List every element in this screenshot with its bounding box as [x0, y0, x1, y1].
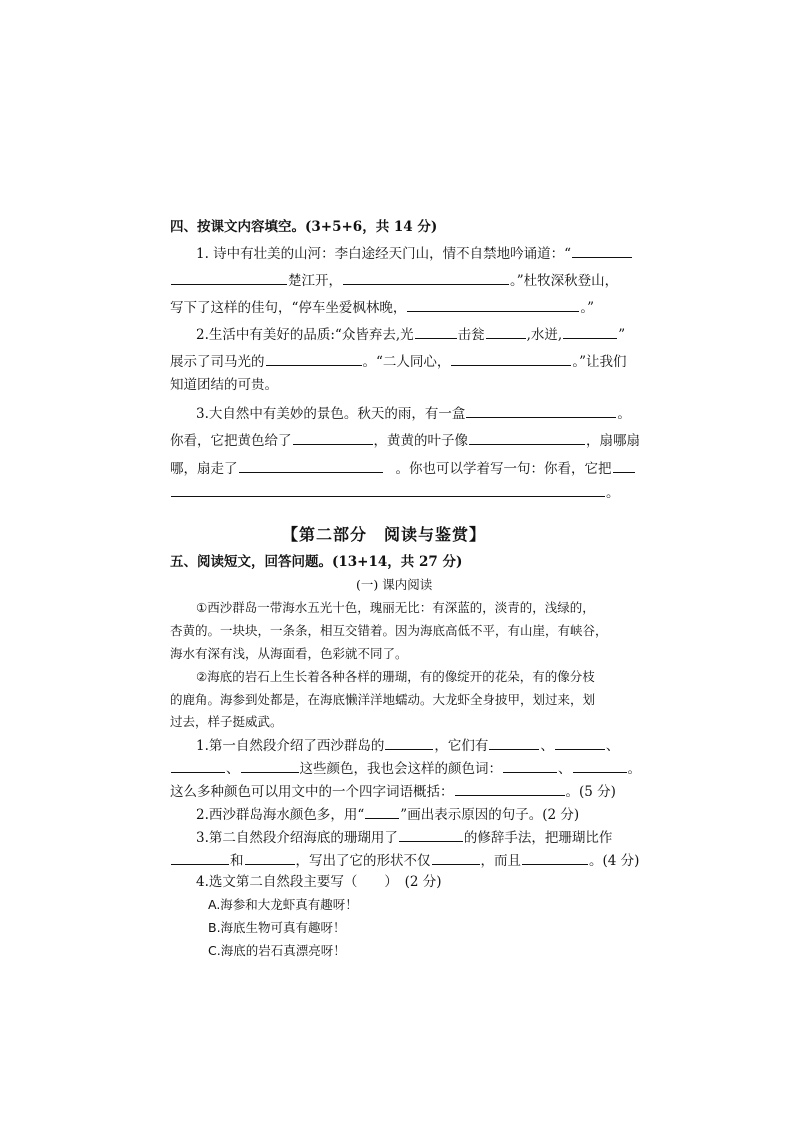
- answer-blank[interactable]: [293, 430, 373, 445]
- answer-blank[interactable]: [486, 324, 526, 339]
- sec4-q2-line1: 2.生活中有美好的品质:“众皆弃去,光 击瓮 ,水迸, ”: [196, 324, 625, 344]
- sec4-q1-line2: 楚江开， 。”杜牧深秋登山，: [170, 270, 618, 290]
- passage-para2-line1: ②海底的岩石上生长着各种各样的珊瑚，有的像绽开的花朵，有的像分枝: [196, 669, 595, 684]
- answer-blank[interactable]: [469, 430, 585, 445]
- answer-blank[interactable]: [266, 351, 362, 366]
- answer-blank[interactable]: [399, 827, 463, 842]
- answer-blank[interactable]: [385, 735, 433, 750]
- passage-para1-line2: 杏黄的。一块块，一条条，相互交错着。因为海底高低不平，有山崖，有峡谷，: [170, 623, 608, 638]
- answer-blank[interactable]: [171, 482, 605, 497]
- answer-blank[interactable]: [245, 850, 295, 865]
- answer-blank[interactable]: [365, 804, 399, 819]
- answer-blank[interactable]: [241, 758, 299, 773]
- section5-subheading: (一) 课内阅读: [356, 577, 433, 592]
- answer-blank[interactable]: [171, 270, 287, 285]
- answer-blank[interactable]: [451, 351, 571, 366]
- answer-blank[interactable]: [415, 324, 457, 339]
- passage-para2-line3: 过去，样子挺威武。: [170, 714, 283, 729]
- sec4-q2-line3: 知道团结的可贵。: [170, 377, 278, 393]
- sec5-q3-line1: 3.第二自然段介绍海底的珊瑚用了 的修辞手法，把珊瑚比作: [196, 827, 612, 847]
- answer-blank[interactable]: [466, 403, 616, 418]
- passage-para1-line3: 海水有深有浅，从海面看，色彩就不同了。: [170, 646, 408, 661]
- answer-blank[interactable]: [555, 735, 605, 750]
- sec5-q1-line3: 这么多种颜色可以用文中的一个四字词语概括： 。(5 分): [170, 781, 616, 801]
- answer-blank[interactable]: [455, 781, 565, 796]
- option-b[interactable]: B.海底生物可真有趣呀！: [208, 920, 346, 935]
- answer-blank[interactable]: [613, 458, 635, 473]
- sec5-q1-line2: 、 这些颜色，我也会这样的颜色词： 、 。: [170, 758, 641, 778]
- answer-blank[interactable]: [489, 735, 539, 750]
- sec5-q4-stem: 4.选文第二自然段主要写（ ） (2 分): [196, 874, 442, 890]
- answer-blank[interactable]: [503, 758, 557, 773]
- answer-blank[interactable]: [343, 270, 509, 285]
- answer-blank[interactable]: [171, 758, 225, 773]
- sec4-q1-line3: 写下了这样的佳句，“停车坐爱枫林晚， 。”: [170, 297, 594, 317]
- option-a[interactable]: A.海参和大龙虾真有趣呀！: [208, 897, 358, 912]
- sec4-q3-line3: 哪，扇走了 。你也可以学着写一句：你看，它把: [170, 458, 636, 478]
- sec4-q2-line2: 展示了司马光的 。“二人同心， 。”让我们: [170, 351, 627, 371]
- option-c[interactable]: C.海底的岩石真漂亮呀！: [208, 943, 346, 958]
- sec4-q3-line1: 3.大自然中有美妙的景色。秋天的雨，有一盒 。: [196, 403, 631, 423]
- part2-title: 【第二部分 阅读与鉴赏】: [282, 525, 487, 544]
- answer-blank[interactable]: [563, 324, 617, 339]
- answer-blank[interactable]: [572, 243, 632, 258]
- section5-heading: 五、阅读短文，回答问题。(13+14，共 27 分): [170, 554, 463, 570]
- sec4-q3-line2: 你看，它把黄色给了 ，黄黄的叶子像 ，扇哪扇: [170, 430, 640, 450]
- answer-blank[interactable]: [239, 458, 383, 473]
- sec5-q1-line1: 1.第一自然段介绍了西沙群岛的 ，它们有 、 、: [196, 735, 619, 755]
- answer-blank[interactable]: [573, 758, 627, 773]
- section4-heading: 四、按课文内容填空。(3+5+6，共 14 分): [170, 219, 438, 235]
- answer-blank[interactable]: [432, 850, 480, 865]
- sec5-q3-line2: 和 ，写出了它的形状不仅 ，而且 。(4 分): [170, 850, 639, 870]
- sec4-q3-line4: 。: [170, 482, 620, 502]
- sec5-q2: 2.西沙群岛海水颜色多，用“ ”画出表示原因的句子。(2 分): [196, 804, 579, 824]
- passage-para1-line1: ①西沙群岛一带海水五光十色，瑰丽无比：有深蓝的，淡青的，浅绿的，: [196, 600, 595, 615]
- sec4-q1-line1: 1. 诗中有壮美的山河：李白途经天门山，情不自禁地吟诵道：“: [196, 243, 633, 263]
- answer-blank[interactable]: [171, 850, 229, 865]
- answer-blank[interactable]: [522, 850, 588, 865]
- passage-para2-line2: 的鹿角。海参到处都是，在海底懒洋洋地蠕动。大龙虾全身披甲，划过来，划: [170, 692, 596, 707]
- answer-blank[interactable]: [407, 297, 579, 312]
